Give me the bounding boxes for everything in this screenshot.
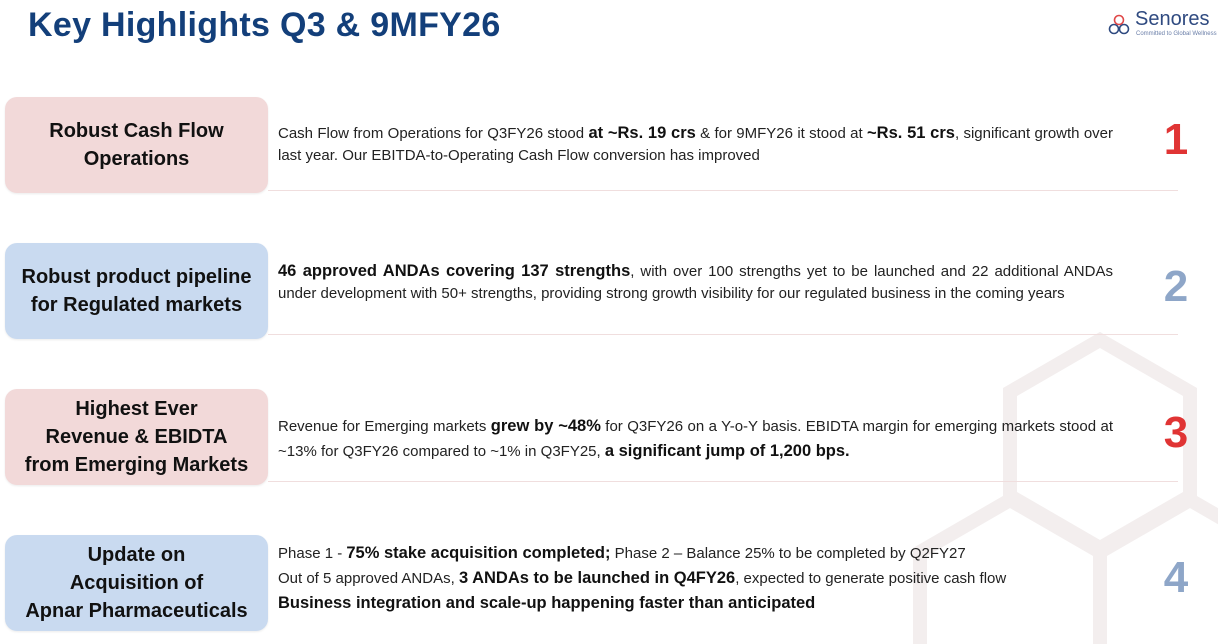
body-text: , expected to generate positive cash flow <box>735 570 1007 587</box>
body-text: Cash Flow from Operations for Q3FY26 stood <box>278 125 589 142</box>
body-text: for Q3FY26 on a Y-o-Y basis. EBIDTA margin for emerging markets stood at ~13% for Q3FY26 compared to ~1% in Q3FY25, <box>278 418 1113 460</box>
body-text: Out of 5 approved ANDAs, <box>278 570 459 587</box>
highlight-number: 4 <box>1163 553 1189 602</box>
description-line <box>278 591 1113 616</box>
description-line <box>278 541 1113 566</box>
highlight-number: 3 <box>1163 408 1189 457</box>
row-divider <box>268 481 1178 482</box>
molecule-icon <box>1107 14 1133 38</box>
label-line: Acquisition of <box>69 572 204 594</box>
label-line: Robust Cash Flow <box>49 120 224 142</box>
row-divider <box>268 334 1178 335</box>
company-logo <box>1107 8 1217 40</box>
highlight-label-emerging-markets <box>5 389 268 485</box>
body-text: & for 9MFY26 it stood at <box>695 125 868 142</box>
emphasis-text: 3 ANDAs to be launched in Q4FY26 <box>458 569 736 587</box>
highlight-number: 1 <box>1163 115 1189 164</box>
body-text: Revenue for Emerging markets <box>278 418 491 435</box>
emphasis-text: Business integration and scale-up happening faster than anticipated <box>278 594 816 612</box>
label-line: for Regulated markets <box>30 294 243 316</box>
highlight-label-acquisition <box>5 535 268 631</box>
emphasis-text: at ~Rs. 19 crs <box>588 124 696 142</box>
label-line: Highest Ever <box>75 398 198 420</box>
body-text: Phase 2 – Balance 25% to be completed by Q2FY27 <box>610 545 966 562</box>
page-title: Key Highlights Q3 & 9MFY26 <box>28 6 501 44</box>
label-line: Operations <box>83 148 190 170</box>
emphasis-text: grew by ~48% <box>490 417 601 435</box>
highlight-description-emerging-markets <box>278 414 1113 464</box>
label-line: Robust product pipeline <box>21 266 252 288</box>
label-line: Revenue & EBIDTA <box>45 426 228 448</box>
highlight-description-acquisition <box>278 541 1113 616</box>
label-line: Apnar Pharmaceuticals <box>25 600 248 622</box>
emphasis-text: 46 approved ANDAs covering 137 strengths <box>278 262 631 280</box>
body-text: Phase 1 - <box>278 545 347 562</box>
emphasis-text: ~Rs. 51 crs <box>867 124 955 142</box>
body-text: , with over 100 strengths yet to be launched and 22 additional ANDAs under development with 50+ strengths, providing strong growth visibility for our regulated business in the coming years <box>278 263 1113 302</box>
emphasis-text: a significant jump of 1,200 bps. <box>604 442 850 460</box>
emphasis-text: 75% stake acquisition completed; <box>346 544 611 562</box>
highlight-description-cash-flow <box>278 122 1113 167</box>
label-line: from Emerging Markets <box>24 454 249 476</box>
label-line: Update on <box>87 544 186 566</box>
logo-brand-name: Senores <box>1135 8 1210 30</box>
highlight-description-product-pipeline <box>278 260 1113 305</box>
highlight-number: 2 <box>1163 262 1189 311</box>
highlight-label-product-pipeline <box>5 243 268 339</box>
description-line <box>278 566 1113 591</box>
row-divider <box>268 190 1178 191</box>
body-text: , significant growth over last year. Our EBITDA-to-Operating Cash Flow conversion has improved <box>278 125 1114 164</box>
logo-tagline: Committed to Global Wellness <box>1136 31 1217 37</box>
highlight-label-cash-flow <box>5 97 268 193</box>
